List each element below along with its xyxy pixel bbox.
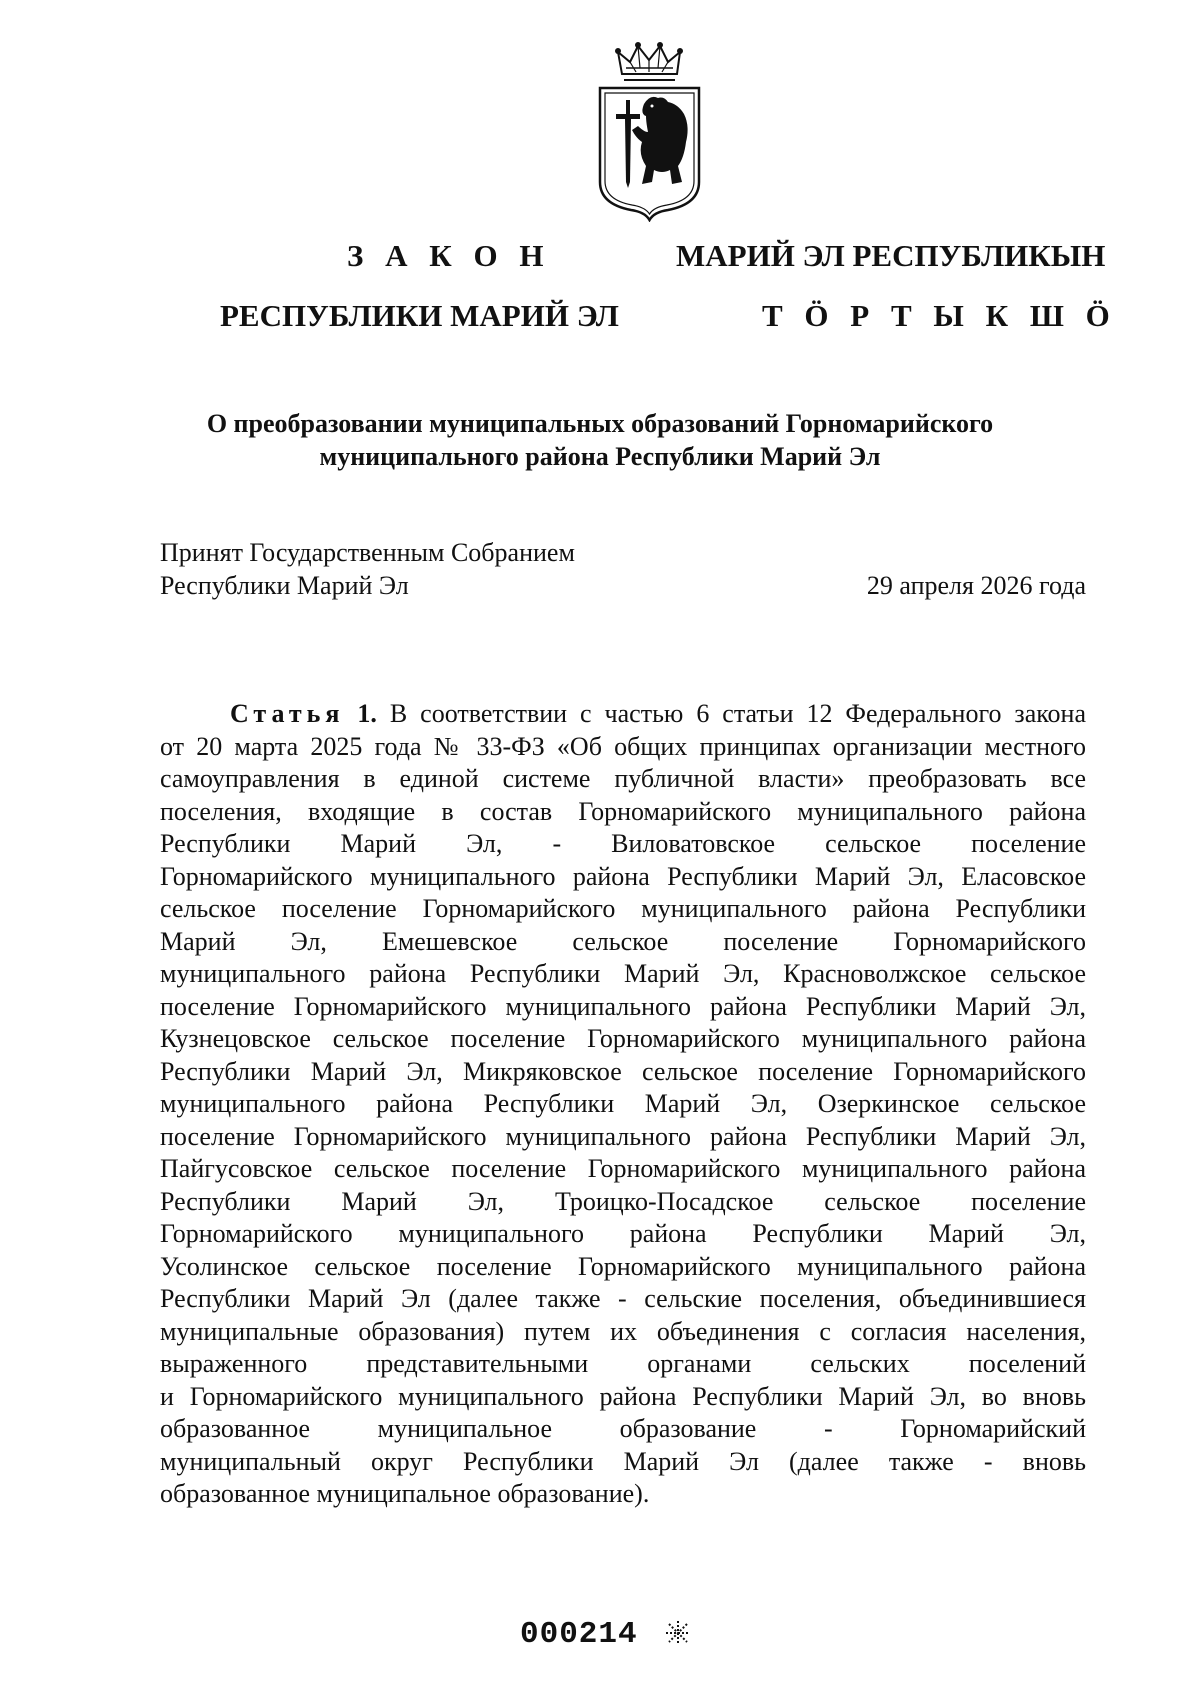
asterisk-ornament-icon xyxy=(665,1620,691,1646)
article-line: Кузнецовское сельское поселение Горномарийского муниципального района xyxy=(160,1024,1086,1053)
article-line: сельское поселение Горномарийского муниципального района Республики xyxy=(160,894,1086,923)
article-line: муниципального района Республики Марий Эл, Озеркинское сельское xyxy=(160,1089,1086,1118)
article-line: муниципального района Республики Марий Эл, Красноволжское сельское xyxy=(160,959,1086,988)
adoption-line: Принят Государственным Собранием xyxy=(160,538,575,567)
header-law-title: З А К О Н xyxy=(347,238,551,273)
article-line: Пайгусовское сельское поселение Горномарийского муниципального района xyxy=(160,1154,1086,1183)
article-1 xyxy=(160,698,1086,1511)
article-line: Республики Марий Эл, Троицко-Посадское сельское поселение xyxy=(160,1186,1086,1216)
article-line: Горномарийского муниципального района Республики Марий Эл, xyxy=(160,1219,1086,1248)
article-line: поселения, входящие в состав Горномарийского муниципального района xyxy=(160,796,1086,826)
document-title xyxy=(150,407,1050,473)
article-label: Статья xyxy=(230,699,345,728)
article-line: поселение Горномарийского муниципального района Республики Марий Эл, xyxy=(160,1121,1086,1151)
article-line: Республики Марий Эл, Микряковское сельское поселение Горномарийского xyxy=(160,1056,1086,1086)
title-line: О преобразовании муниципальных образований Горномарийского xyxy=(206,409,994,438)
article-line: Республики Марий Эл (далее также - сельские поселения, объединившиеся xyxy=(160,1284,1086,1313)
article-number: 1. xyxy=(357,699,377,728)
article-line: муниципальный округ Республики Марий Эл (далее также - вновь xyxy=(160,1446,1086,1476)
coat-of-arms-icon xyxy=(592,42,707,222)
article-line: от 20 марта 2025 года № 33-ФЗ «Об общих принципах организации местного xyxy=(160,731,1086,761)
header-republic-name: РЕСПУБЛИКИ МАРИЙ ЭЛ xyxy=(220,298,619,333)
article-line: Усолинское сельское поселение Горномарийского муниципального района xyxy=(160,1251,1086,1281)
article-line: и Горномарийского муниципального района Республики Марий Эл, во вновь xyxy=(160,1381,1086,1411)
header-law-title-mari: Т Ӧ Р Т Ы К Ш Ӧ xyxy=(762,298,1117,333)
article-line: образованное муниципальное образование - Горномарийский xyxy=(160,1414,1086,1443)
document-serial-number: 000214 xyxy=(520,1617,638,1652)
article-line: поселение Горномарийского муниципального района Республики Марий Эл, xyxy=(160,991,1086,1021)
title-line: муниципального района Республики Марий Эл xyxy=(319,442,881,471)
article-line-text: В соответствии с частью 6 статьи 12 Федерального закона xyxy=(389,699,1086,728)
header-republic-name-mari: МАРИЙ ЭЛ РЕСПУБЛИКЫН xyxy=(676,238,1106,273)
article-first-line xyxy=(160,698,1086,731)
article-line: Республики Марий Эл, - Виловатовское сельское поселение xyxy=(160,829,1086,858)
article-line: образованное муниципальное образование). xyxy=(160,1479,650,1508)
article-line: Марий Эл, Емешевское сельское поселение Горномарийского xyxy=(160,926,1086,956)
adoption-date: 29 апреля 2026 года xyxy=(866,571,1086,600)
article-line: муниципальные образования) путем их объединения с согласия населения, xyxy=(160,1316,1086,1346)
article-line: Горномарийского муниципального района Республики Марий Эл, Еласовское xyxy=(160,861,1086,891)
article-line: самоуправления в единой системе публичной власти» преобразовать все xyxy=(160,764,1086,793)
adoption-note xyxy=(160,536,575,602)
adoption-line: Республики Марий Эл xyxy=(160,571,409,600)
article-line: выраженного представительными органами сельских поселений xyxy=(160,1349,1086,1378)
